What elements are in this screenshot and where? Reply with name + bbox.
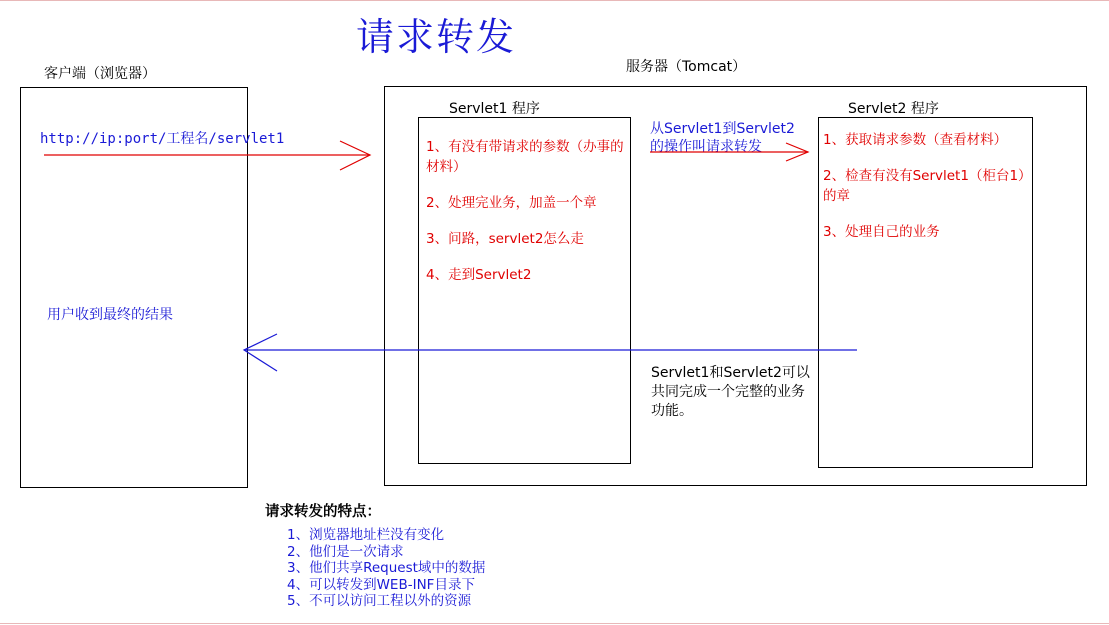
server-label: 服务器（Tomcat）	[626, 59, 747, 75]
top-border-line	[0, 0, 1109, 1]
servlet1-step: 1、有没有带请求的参数（办事的材料）	[426, 139, 624, 175]
servlet2-label: Servlet2 程序	[848, 101, 939, 117]
feature-item: 4、可以转发到WEB-INF目录下	[287, 576, 475, 593]
servlet1-label: Servlet1 程序	[449, 101, 540, 117]
client-label: 客户端（浏览器）	[44, 66, 156, 82]
request-url: http://ip:port/工程名/servlet1	[40, 131, 285, 147]
servlet1-steps	[426, 137, 626, 301]
features-title: 请求转发的特点：	[265, 504, 381, 520]
feature-item: 1、浏览器地址栏没有变化	[287, 527, 445, 543]
final-result-label: 用户收到最终的结果	[47, 307, 173, 323]
feature-item: 2、他们是一次请求	[287, 543, 404, 560]
share-note: Servlet1和Servlet2可以共同完成一个完整的业务功能。	[651, 365, 810, 419]
forward-note: 从Servlet1到Servlet2的操作叫请求转发	[650, 121, 795, 155]
servlet1-step: 2、处理完业务，加盖一个章	[426, 195, 597, 211]
servlet2-step: 3、处理自己的业务	[823, 224, 940, 240]
servlet2-step: 2、检查有没有Servlet1（柜台1）的章	[823, 168, 1025, 204]
servlet2-steps	[823, 130, 1027, 258]
servlet2-step: 1、获取请求参数（查看材料）	[823, 132, 1008, 148]
feature-item: 3、他们共享Request域中的数据	[287, 560, 486, 576]
servlet1-step: 3、问路，servlet2怎么走	[426, 231, 584, 247]
bottom-border-line	[0, 623, 1109, 624]
feature-item: 5、不可以访问工程以外的资源	[287, 593, 472, 609]
servlet1-step: 4、走到Servlet2	[426, 267, 532, 283]
diagram-title: 请求转发	[356, 15, 517, 59]
features-list	[287, 527, 485, 610]
